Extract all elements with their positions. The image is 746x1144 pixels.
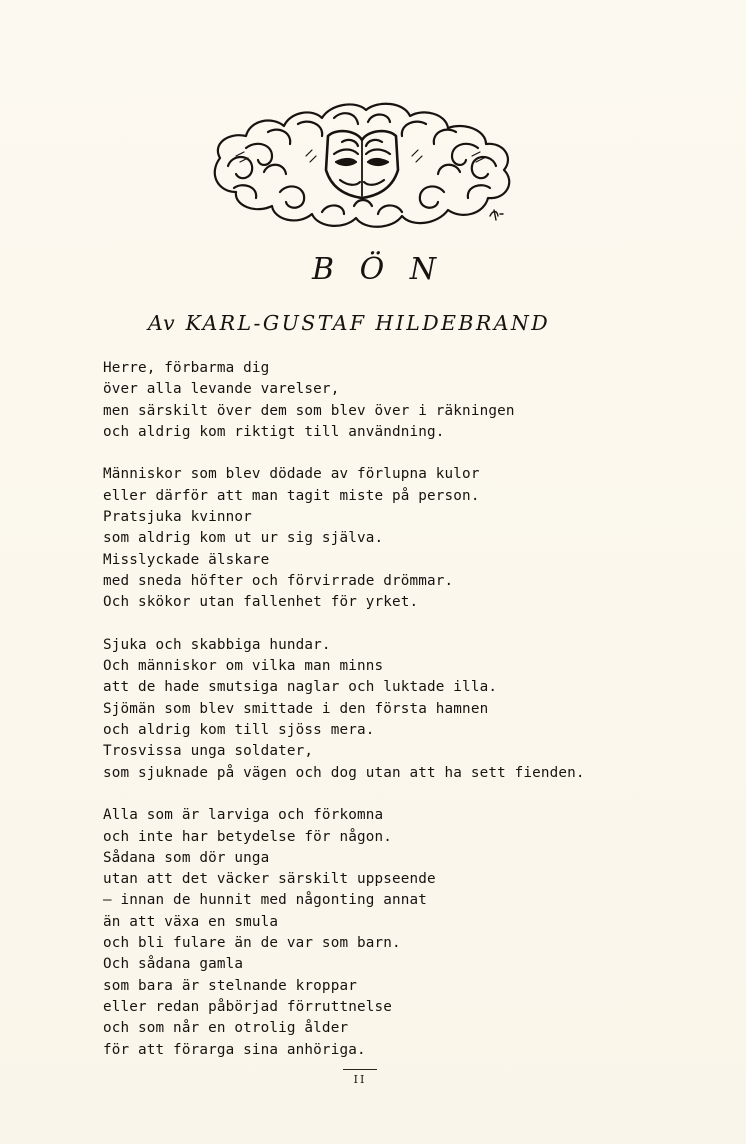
- author-byline: [148, 311, 550, 335]
- poem-line: Trosvissa unga soldater,: [103, 743, 314, 760]
- poem-line: med sneda höfter och förvirrade drömmar.: [103, 572, 454, 589]
- poem-line: som sjuknade på vägen och dog utan att ha sett fienden.: [103, 764, 585, 781]
- poem-line: Sjuka och skabbiga hundar.: [103, 636, 331, 653]
- page-number: II: [353, 1073, 367, 1086]
- poem-line: Och skökor utan fallenhet för yrket.: [103, 594, 419, 611]
- poem-line: — innan de hunnit med någonting annat: [103, 892, 428, 909]
- poem-body: [103, 358, 623, 1082]
- poem-line: Herre, förbarma dig: [103, 360, 270, 376]
- poem-line: som aldrig kom ut ur sig själva.: [103, 530, 384, 547]
- poem-line: som bara är stelnande kroppar: [103, 977, 357, 994]
- poem-line: för att förarga sina anhöriga.: [103, 1041, 366, 1058]
- poem-line: och aldrig kom till sjöss mera.: [103, 722, 375, 739]
- poem-line: och bli fulare än de var som barn.: [103, 935, 401, 952]
- poem-title: B Ö N: [312, 252, 444, 287]
- stanza-3: [103, 635, 623, 784]
- stanza-2: [103, 464, 623, 613]
- page-number-rule: [343, 1069, 377, 1070]
- byline-prefix: Av: [148, 311, 176, 335]
- cloud-face-vignette-icon: [206, 96, 518, 232]
- poem-line: och inte har betydelse för någon.: [103, 828, 392, 845]
- poem-line: men särskilt över dem som blev över i räkningen: [103, 402, 515, 419]
- poem-line: över alla levande varelser,: [103, 381, 340, 398]
- author-name: KARL-GUSTAF HILDEBRAND: [185, 311, 551, 335]
- poem-line: eller därför att man tagit miste på person.: [103, 487, 480, 504]
- poem-line: och aldrig kom riktigt till användning.: [103, 423, 445, 440]
- poem-line: utan att det väcker särskilt uppseende: [103, 871, 436, 888]
- poem-line: Och sådana gamla: [103, 956, 244, 973]
- poem-line: Människor som blev dödade av förlupna kulor: [103, 466, 480, 483]
- poem-line: än att växa en smula: [103, 913, 279, 930]
- poem-line: Och människor om vilka man minns: [103, 658, 384, 675]
- poem-line: eller redan påbörjad förruttnelse: [103, 998, 392, 1015]
- poem-line: att de hade smutsiga naglar och luktade illa.: [103, 679, 498, 696]
- poem-line: Pratsjuka kvinnor: [103, 509, 252, 526]
- stanza-4: [103, 805, 623, 1061]
- stanza-1: [103, 358, 623, 443]
- poem-line: och som når en otrolig ålder: [103, 1020, 349, 1037]
- poem-line: Sjömän som blev smittade i den första hamnen: [103, 700, 489, 717]
- poem-line: Sådana som dör unga: [103, 849, 270, 866]
- poem-line: Misslyckade älskare: [103, 551, 270, 568]
- poem-line: Alla som är larviga och förkomna: [103, 807, 384, 824]
